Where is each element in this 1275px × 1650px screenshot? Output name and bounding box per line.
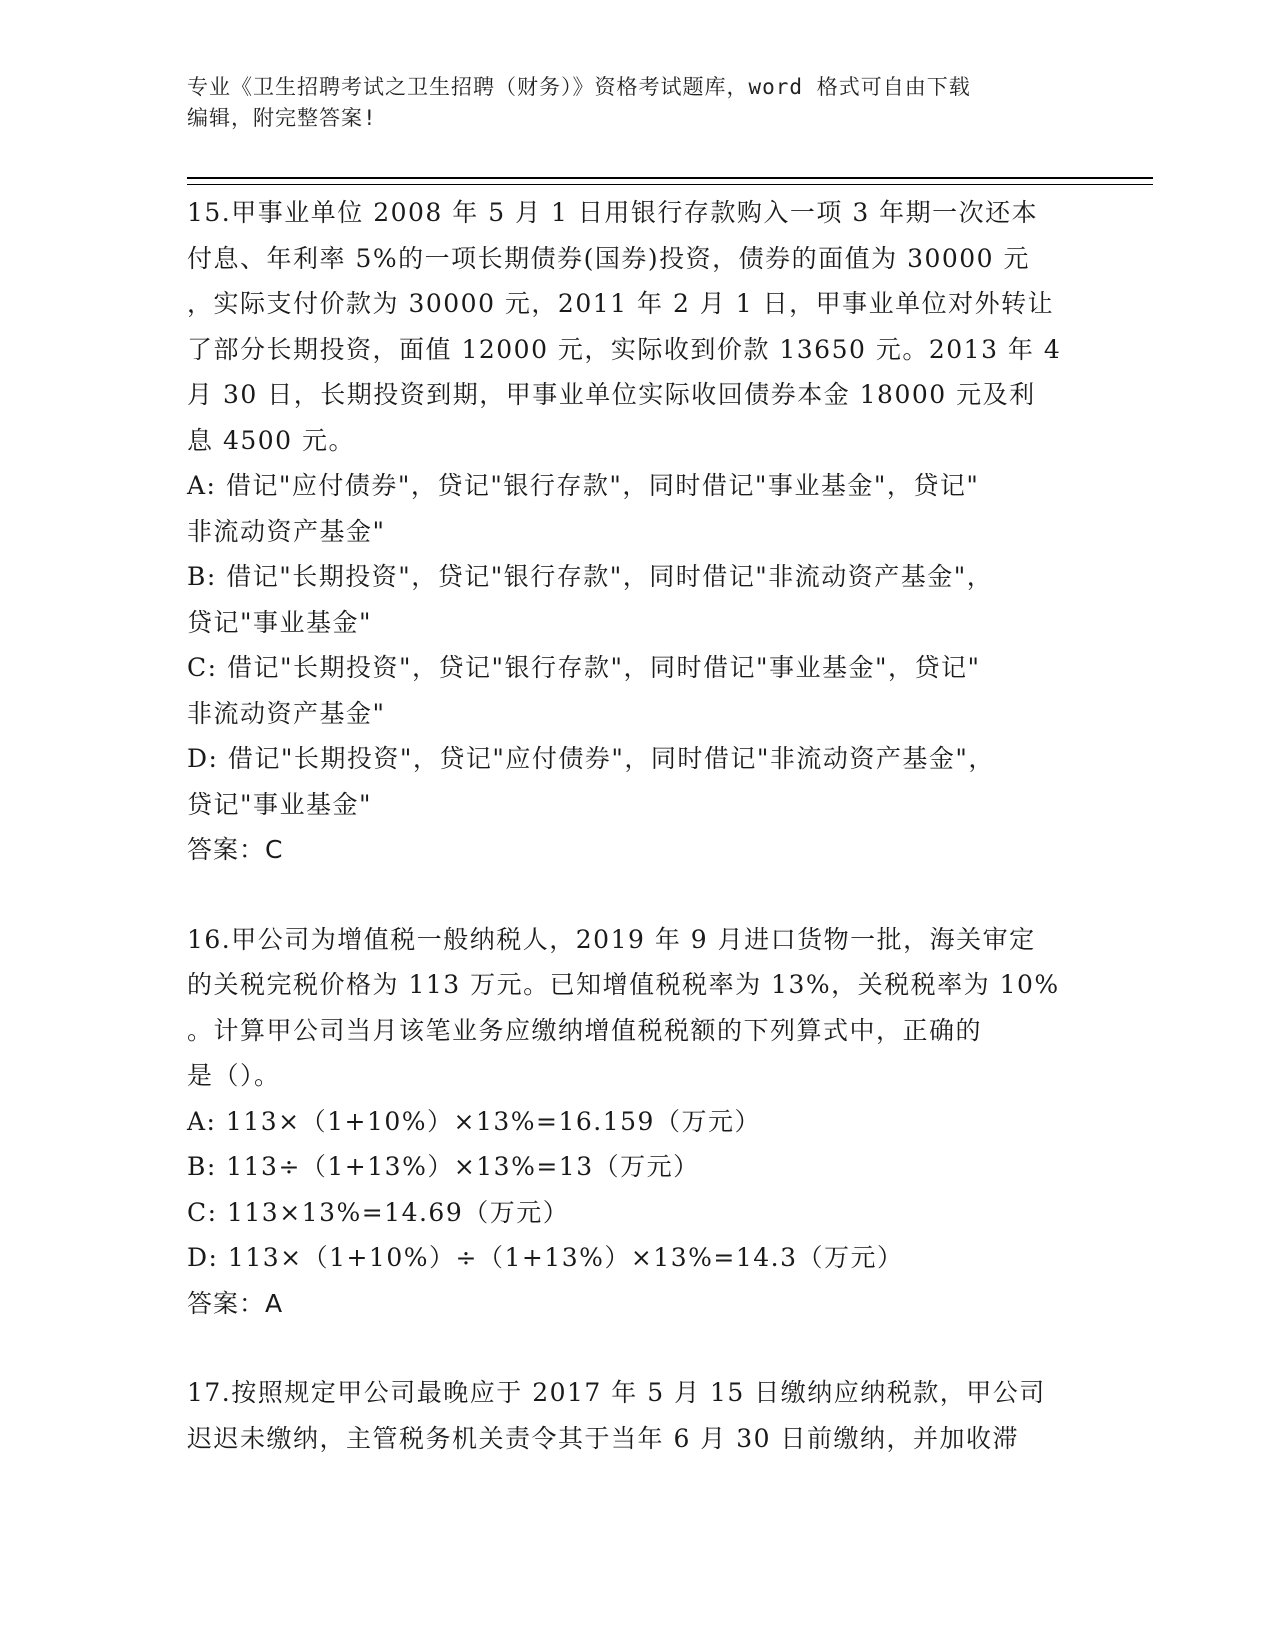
question-text-line: 月 30 日，长期投资到期，甲事业单位实际收回债券本金 18000 元及利: [187, 380, 1036, 409]
option-b: B: 113÷（1+13%）×13%=13（万元）: [187, 1152, 700, 1181]
answer-line: [187, 1281, 1087, 1327]
option-a: A: 113×（1+10%）×13%=16.159（万元）: [187, 1106, 761, 1136]
question-16: [187, 917, 1087, 1327]
option-line: C: 借记"长期投资"，贷记"银行存款"，同时借记"事业基金"，贷记": [187, 653, 981, 682]
option-d: [187, 736, 1087, 827]
answer-line: [187, 827, 1087, 873]
answer-label: 答案：: [187, 1288, 266, 1318]
question-17: [187, 1370, 1087, 1461]
option-line: 非流动资产基金": [187, 516, 386, 546]
option-d: D: 113×（1+10%）÷（1+13%）×13%=14.3（万元）: [187, 1243, 904, 1272]
question-text-line: 迟迟未缴纳，主管税务机关责令其于当年 6 月 30 日前缴纳，并加收滞: [187, 1423, 1020, 1453]
question-text-line: 是（）。: [187, 1061, 281, 1090]
answer-value: C: [265, 835, 284, 864]
option-a: [187, 463, 1087, 554]
question-text-line: 17.按照规定甲公司最晚应于 2017 年 5 月 15 日缴纳应纳税款，甲公司: [187, 1378, 1046, 1407]
option-line: A: 借记"应付债券"，贷记"银行存款"，同时借记"事业基金"，贷记": [187, 471, 980, 500]
document-header: [187, 72, 1087, 134]
question-text-line: 付息、年利率 5%的一项长期债券(国券)投资，债券的面值为 30000 元: [187, 243, 1031, 273]
question-spacer: [187, 1326, 1087, 1370]
question-text-line: 15.甲事业单位 2008 年 5 月 1 日用银行存款购入一项 3 年期一次还本: [187, 198, 1039, 227]
question-text-line: ，实际支付价款为 30000 元，2011 年 2 月 1 日，甲事业单位对外转让: [187, 289, 1055, 318]
question-spacer: [187, 873, 1087, 917]
question-text-line: 的关税完税价格为 113 万元。已知增值税税率为 13%，关税税率为 10%: [187, 970, 1060, 999]
option-b: [187, 554, 1087, 645]
header-line-2: 编辑，附完整答案!: [187, 106, 377, 130]
question-list: [187, 190, 1087, 1461]
question-text-line: 。计算甲公司当月该笔业务应缴纳增值税税额的下列算式中，正确的: [187, 1015, 983, 1045]
option-line: 非流动资产基金": [187, 698, 386, 728]
option-line: 贷记"事业基金": [187, 607, 372, 637]
answer-value: A: [265, 1288, 284, 1318]
question-text-line: 16.甲公司为增值税一般纳税人，2019 年 9 月进口货物一批，海关审定: [187, 924, 1036, 954]
header-divider-thin: [187, 184, 1153, 185]
option-line: 贷记"事业基金": [187, 789, 372, 819]
option-line: B: 借记"长期投资"，贷记"银行存款"，同时借记"非流动资产基金"，: [187, 562, 994, 591]
header-line-1: 专业《卫生招聘考试之卫生招聘（财务）》资格考试题库，word 格式可自由下载: [187, 75, 971, 99]
answer-label: 答案：: [187, 835, 266, 864]
option-c: C: 113×13%=14.69（万元）: [187, 1197, 570, 1227]
question-text-line: 息 4500 元。: [187, 425, 356, 455]
question-text-line: 了部分长期投资，面值 12000 元，实际收到价款 13650 元。2013 年 4: [187, 334, 1062, 364]
option-c: [187, 645, 1087, 736]
question-15: [187, 190, 1087, 873]
option-line: D: 借记"长期投资"，贷记"应付债券"，同时借记"非流动资产基金"，: [187, 744, 995, 773]
header-divider-thick: [187, 177, 1153, 179]
